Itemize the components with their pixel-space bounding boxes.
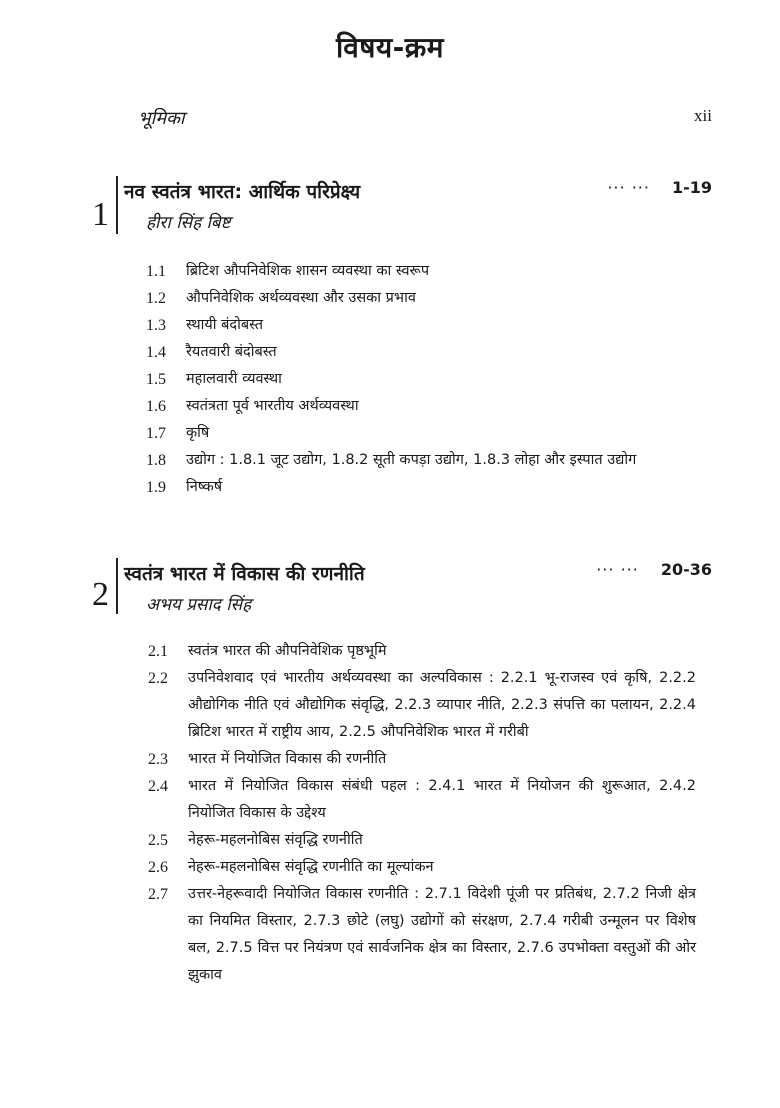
section-item[interactable] (148, 746, 696, 773)
section-item[interactable] (146, 393, 716, 420)
section-number: 1.4 (146, 344, 166, 361)
chapter-1[interactable] (86, 176, 712, 536)
section-title: रैयतवारी बंदोबस्त (186, 344, 277, 360)
chapter-number: 2 (92, 576, 109, 613)
intro-label: भूमिका (138, 108, 185, 129)
leader-dots: ··· ··· (607, 178, 650, 197)
section-title: ब्रिटिश औपनिवेशिक शासन व्यवस्था का स्वरूप (186, 263, 430, 279)
chapter-heading (124, 178, 712, 233)
section-title: उपनिवेशवाद एवं भारतीय अर्थव्यवस्था का अल्पविकास : 2.2.1 भू-राजस्व एवं कृषि, 2.2.2 औद्योगिक नीति एवं औद्योगिक संवृद्धि, 2.2.3 व्यापार नीति, 2.2.3 संपत्ति का पलायन, 2.2.4 ब्रिटिश भारत में राष्ट्रीय आय, 2.2.5 औपनिवेशिक भारत में गरीबी (188, 670, 696, 740)
section-title: उत्तर-नेहरूवादी नियोजित विकास रणनीति : 2.7.1 विदेशी पूंजी पर प्रतिबंध, 2.7.2 निजी क्षेत्र का नियमित विस्तार, 2.7.3 छोटे (लघु) उद्योगों को संरक्षण, 2.7.4 गरीबी उन्मूलन पर विशेष बल, 2.7.5 वित्त पर नियंत्रण एवं सार्वजनिक क्षेत्र का विस्तार, 2.7.6 उपभोक्ता वस्तुओं की ओर झुकाव (188, 886, 696, 983)
section-item[interactable] (148, 638, 696, 665)
section-number: 1.6 (146, 398, 166, 415)
section-number: 1.1 (146, 263, 166, 280)
section-number: 2.5 (148, 832, 168, 849)
chapter-title: नव स्वतंत्र भारत: आर्थिक परिप्रेक्ष्य (124, 181, 361, 203)
chapter-author: हीरा सिंह बिष्ट (146, 213, 231, 233)
section-item[interactable] (146, 447, 716, 474)
section-number: 2.4 (148, 778, 168, 795)
section-title: नेहरू-महलनोबिस संवृद्धि रणनीति (188, 832, 363, 848)
section-title: स्थायी बंदोबस्त (186, 317, 264, 333)
section-number: 1.2 (146, 290, 166, 307)
section-number: 1.8 (146, 452, 166, 469)
section-item[interactable] (148, 854, 696, 881)
section-item[interactable] (146, 339, 716, 366)
section-number: 1.3 (146, 317, 166, 334)
section-title: महालवारी व्यवस्था (186, 371, 282, 387)
section-item[interactable] (146, 366, 716, 393)
section-list (146, 258, 716, 501)
intro-page-number: xii (694, 106, 712, 125)
section-number: 1.9 (146, 479, 166, 496)
section-number: 2.7 (148, 886, 168, 903)
chapter-divider (116, 176, 118, 234)
chapter-page-range (596, 560, 712, 579)
section-title: कृषि (186, 425, 210, 441)
section-title: भारत में नियोजित विकास की रणनीति (188, 751, 387, 767)
section-title: निष्कर्ष (186, 479, 223, 495)
section-title: स्वतंत्र भारत की औपनिवेशिक पृष्ठभूमि (188, 643, 387, 659)
section-title: औपनिवेशिक अर्थव्यवस्था और उसका प्रभाव (186, 290, 416, 306)
section-number: 2.1 (148, 643, 168, 660)
section-title: भारत में नियोजित विकास संबंधी पहल : 2.4.1 भारत में नियोजन की शुरूआत, 2.4.2 नियोजित विकास के उद्देश्य (188, 778, 696, 821)
section-title: नेहरू-महलनोबिस संवृद्धि रणनीति का मूल्यांकन (188, 859, 434, 875)
intro-entry[interactable] (138, 106, 712, 130)
section-number: 1.5 (146, 371, 166, 388)
section-number: 1.7 (146, 425, 166, 442)
section-number: 2.2 (148, 670, 168, 687)
section-item[interactable] (146, 285, 716, 312)
section-list (148, 638, 696, 989)
page-range: 1-19 (671, 178, 712, 197)
section-item[interactable] (148, 827, 696, 854)
section-item[interactable] (148, 881, 696, 989)
leader-dots: ··· ··· (596, 560, 639, 579)
section-number: 2.3 (148, 751, 168, 768)
chapter-divider (116, 558, 118, 614)
chapter-page-range (607, 178, 712, 197)
section-number: 2.6 (148, 859, 168, 876)
section-item[interactable] (146, 258, 716, 285)
page-range: 20-36 (660, 560, 712, 579)
section-item[interactable] (148, 665, 696, 746)
chapter-heading (124, 560, 712, 615)
page-title: विषय-क्रम (335, 31, 445, 64)
section-title: उद्योग : 1.8.1 जूट उद्योग, 1.8.2 सूती कपड़ा उद्योग, 1.8.3 लोहा और इस्पात उद्योग (186, 452, 637, 468)
section-item[interactable] (146, 312, 716, 339)
chapter-2[interactable] (86, 558, 712, 1098)
section-title: स्वतंत्रता पूर्व भारतीय अर्थव्यवस्था (186, 398, 359, 414)
chapter-number: 1 (92, 196, 109, 233)
section-item[interactable] (148, 773, 696, 827)
section-item[interactable] (146, 420, 716, 447)
section-item[interactable] (146, 474, 716, 501)
chapter-title: स्वतंत्र भारत में विकास की रणनीति (124, 563, 365, 585)
chapter-author: अभय प्रसाद सिंह (146, 595, 252, 615)
